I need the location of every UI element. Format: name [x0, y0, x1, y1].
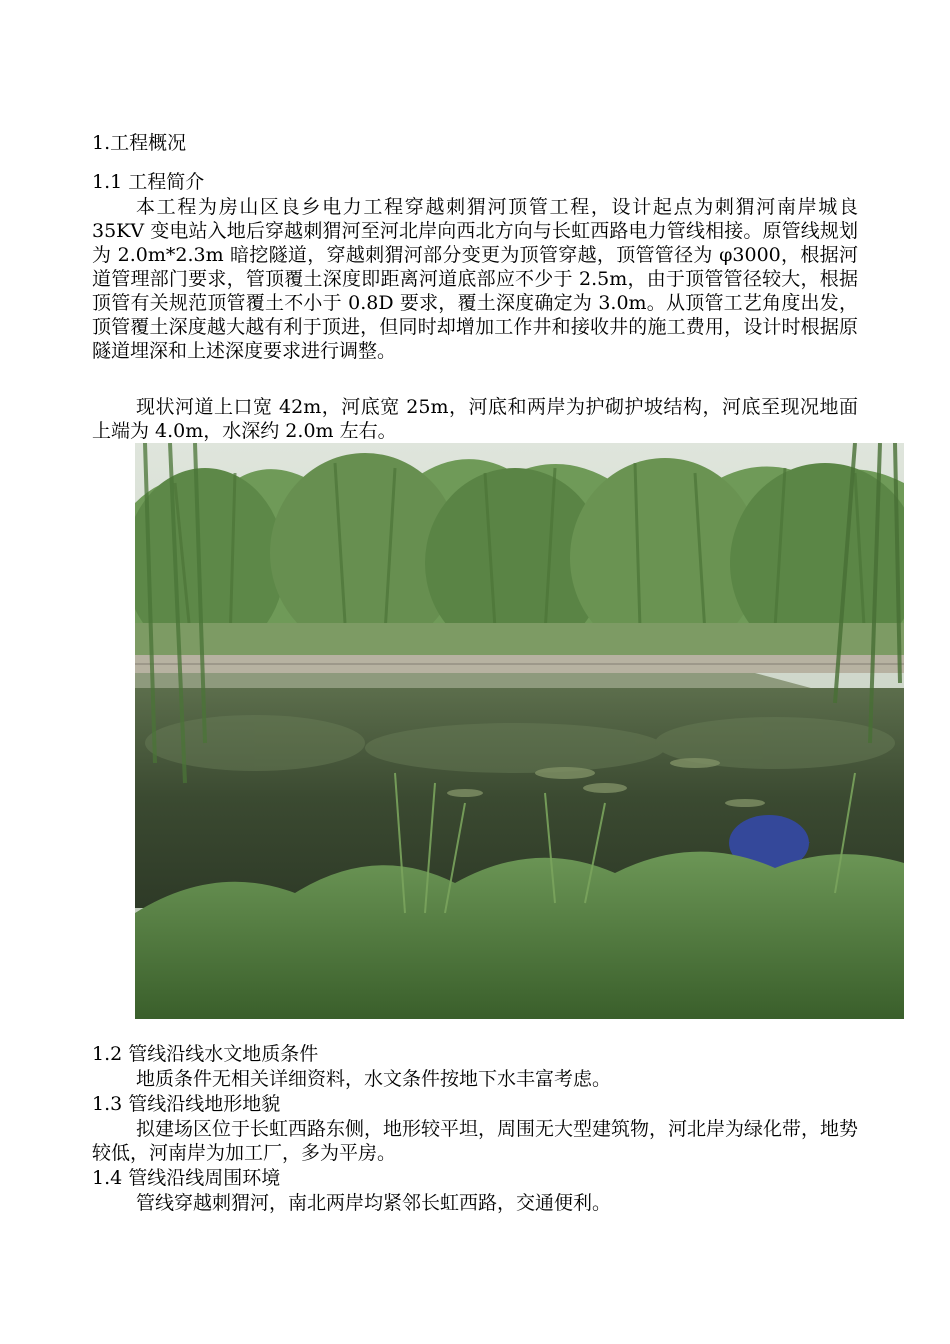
section-1-2-paragraph: 地质条件无相关详细资料，水文条件按地下水丰富考虑。	[136, 1068, 612, 1090]
section-1-4-paragraph: 管线穿越刺猬河，南北两岸均紧邻长虹西路，交通便利。	[136, 1192, 612, 1214]
river-photo-illustration	[135, 443, 904, 1019]
section-1-1-title: 1.1 工程简介	[92, 171, 205, 193]
section-1-3-title: 1.3 管线沿线地形地貌	[92, 1093, 281, 1115]
section-1-3-paragraph: 拟建场区位于长虹西路东侧，地形较平坦，周围无大型建筑物，河北岸为绿化带，地势较低，河南岸为加工厂，多为平房。	[92, 1118, 859, 1164]
section-1-4-title: 1.4 管线沿线周围环境	[92, 1167, 281, 1189]
river-photo	[135, 443, 904, 1019]
section-1-2-title: 1.2 管线沿线水文地质条件	[92, 1043, 319, 1065]
section-1-title: 1.工程概况	[92, 132, 187, 154]
section-1-1-paragraph-1: 本工程为房山区良乡电力工程穿越刺猬河顶管工程，设计起点为刺猬河南岸城良 35KV 变电站入地后穿越刺猬河至河北岸向西北方向与长虹西路电力管线相接。原管线规划为 2.0m*2.3m 暗挖隧道，穿越刺猬河部分变更为顶管穿越，顶管管径为 φ3000，根据河道管理部门要求，管顶覆土深度即距离河道底部应不少于 2.5m，由于顶管管径较大，根据顶管有关规范顶管覆土不小于 0.8D 要求，覆土深度确定为 3.0m。从顶管工艺角度出发，顶管覆土深度越大越有利于顶进，但同时却增加工作井和接收井的施工费用，设计时根据原隧道埋深和上述深度要求进行调整。	[92, 196, 858, 362]
section-1-1-paragraph-2: 现状河道上口宽 42m，河底宽 25m，河底和两岸为护砌护坡结构，河底至现况地面上端为 4.0m，水深约 2.0m 左右。	[92, 396, 858, 442]
